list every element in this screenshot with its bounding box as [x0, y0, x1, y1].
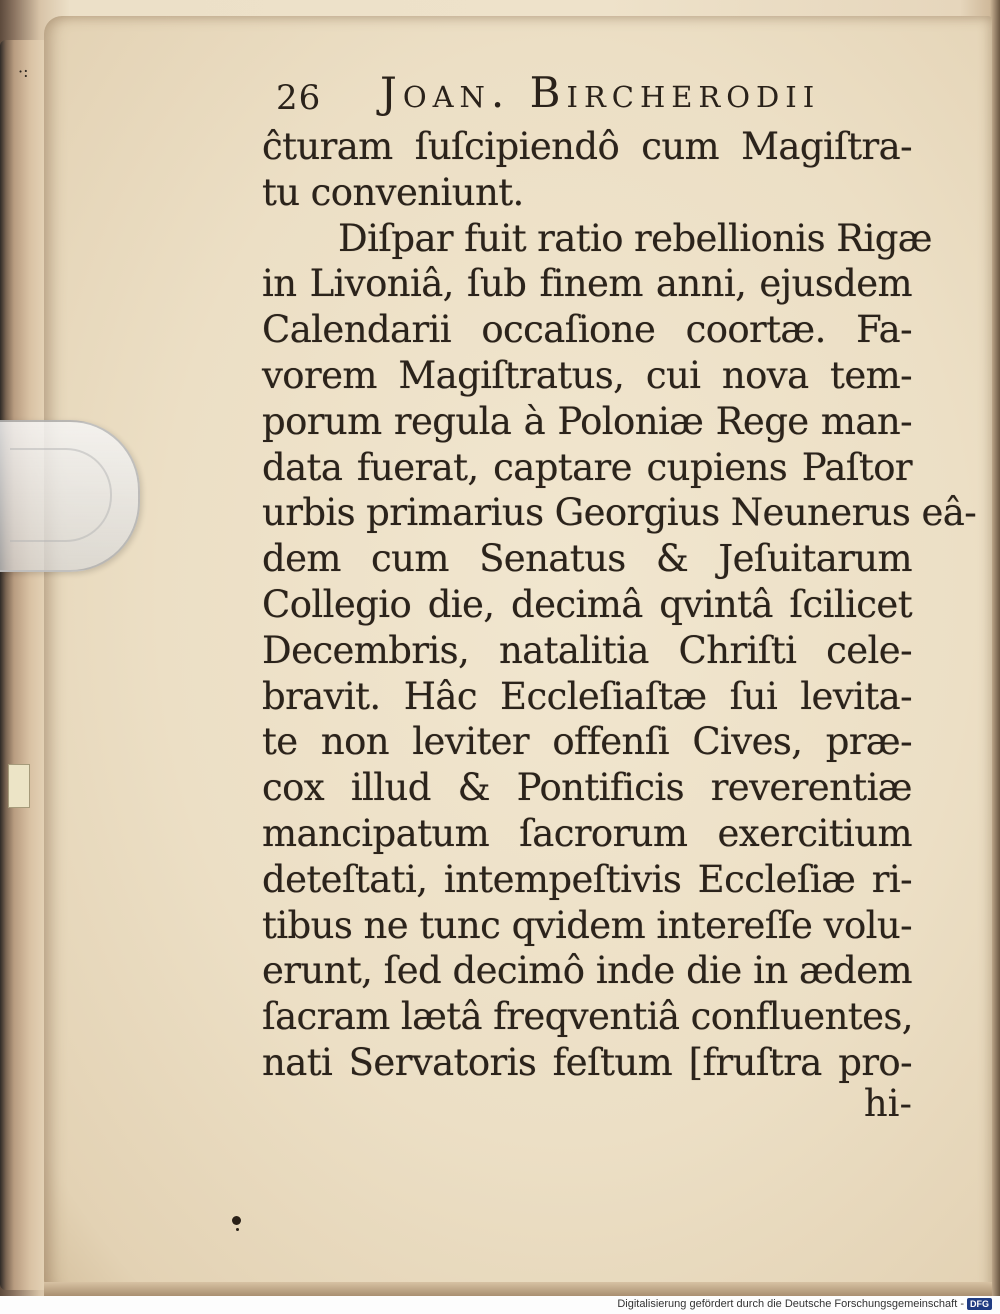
body-text [262, 124, 977, 1086]
text-line: tibus ne tunc qvidem intereſſe volu- [262, 903, 912, 947]
catchword: hi- [863, 1082, 912, 1125]
text-line: Collegio die, decimâ qvintâ ſcilicet [262, 582, 912, 626]
text-line: data fuerat, captare cupiens Paſtor [262, 445, 912, 489]
text-line: Calendarii occaſione coortæ. Fa- [262, 308, 912, 352]
page-number: 26 [276, 78, 322, 118]
clip-tab [8, 764, 30, 808]
plastic-page-clip [0, 420, 140, 572]
page-bottom-edge [44, 1282, 992, 1296]
ink-spot [232, 1216, 241, 1225]
clip-inner-outline [10, 448, 112, 542]
dfg-logo-icon: DFG [967, 1298, 992, 1310]
ink-spot [236, 1228, 239, 1231]
text-line: urbis primarius Georgius Neunerus eâ- [262, 491, 977, 535]
text-line: erunt, ſed decimô inde die in ædem [262, 949, 912, 993]
text-line: ĉturam ſuſcipiendô cum Magiſtra- [262, 125, 912, 168]
text-line: bravit. Hâc Eccleſiaſtæ ſui levita- [262, 674, 912, 718]
text-line: mancipatum ſacrorum exercitium [262, 811, 912, 855]
text-line: deteſtati, intempeſtivis Eccleſiæ ri- [262, 857, 912, 901]
text-line: in Livoniâ, ſub finem anni, ejusdem [262, 262, 912, 306]
funding-credit [617, 1298, 992, 1310]
text-line: dem cum Senatus & Jeſuitarum [262, 537, 912, 581]
text-line: nati Servatoris feſtum [fruſtra pro- [262, 1040, 912, 1084]
text-line: ſacram lætâ freqventiâ confluentes, [262, 995, 913, 1039]
text-line: te non leviter offenſi Cives, præ- [262, 720, 912, 764]
text-line: vorem Magiſtratus, cui nova tem- [262, 353, 912, 397]
margin-marks: ·: [18, 62, 29, 81]
funding-credit-text: Digitalisierung gefördert durch die Deutsche Forschungsgemeinschaft - [617, 1298, 964, 1310]
text-line: tu conveniunt. [262, 170, 524, 214]
running-head: Joan. Bircherodii [380, 68, 821, 117]
text-line: Diſpar fuit ratio rebellionis Rigæ [338, 216, 932, 260]
page-header [268, 68, 828, 124]
text-line: porum regula à Poloniæ Rege man- [262, 399, 912, 443]
text-line: Decembris, natalitia Chriſti cele- [262, 628, 912, 672]
text-line: cox illud & Pontificis reverentiæ [262, 766, 912, 810]
